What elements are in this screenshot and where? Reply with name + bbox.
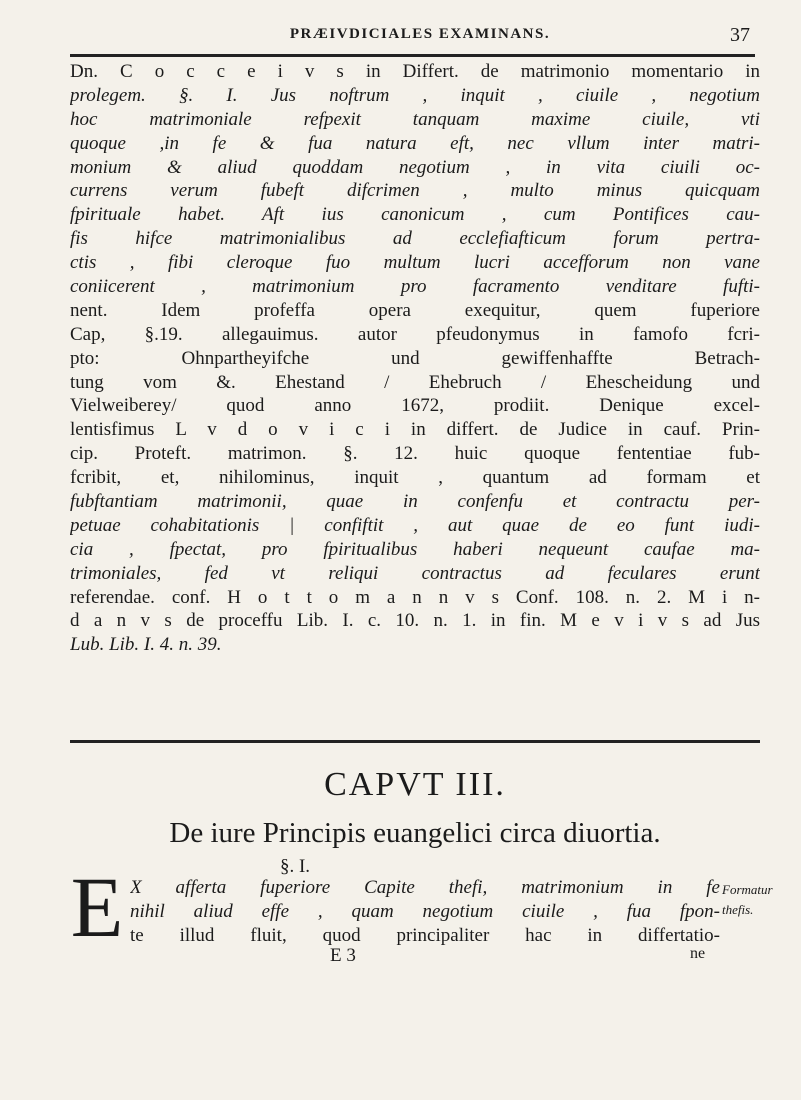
text-line: prolegem. §. I. Jus noftrum , inquit , ciuile , negotium (70, 84, 760, 106)
drop-cap: E (70, 859, 124, 955)
text-line: fis hifce matrimonialibus ad ecclefiafticum forum pertra- (70, 228, 760, 250)
text-line: trimoniales, fed vt reliqui contractus ad feculares erunt (70, 562, 760, 584)
text-line: pto: Ohnpartheyifche und gewiffenhaffte Betrach- (70, 347, 760, 369)
text-line: quoque ,in fe & fua natura eft, nec vllum inter matri- (70, 132, 760, 154)
header-rule (70, 54, 755, 57)
text-line: coniicerent , matrimonium pro facramento venditare fufti- (70, 276, 760, 298)
text-line: fubftantiam matrimonii, quae in confenfu et contractu per- (70, 491, 760, 513)
text-line: te illud fluit, quod principaliter hac in differtatio- (130, 925, 720, 946)
text-line: cip. Proteft. matrimon. §. 12. huic quoque fententiae fub- (70, 443, 760, 465)
paragraph (130, 876, 720, 948)
text-line: hoc matrimoniale refpexit tanquam maxime ciuile, vti (70, 108, 760, 130)
running-title: PRÆIVDICIALES EXAMINANS. (289, 26, 551, 42)
text-line: d a n v s de proceffu Lib. I. c. 10. n. 1. in fin. M e v i v s ad Jus (70, 610, 760, 632)
margin-note: Formatur thefis. (722, 882, 773, 917)
text-line: nent. Idem profeffa opera exequitur, quem fuperiore (70, 299, 760, 321)
page-number: 37 (730, 24, 750, 46)
chapter-subtitle: De iure Principis euangelici circa diuortia. (169, 817, 661, 849)
body-text (70, 60, 760, 657)
text-line: lentisfimus L v d o v i c i in differt. de Judice in cauf. Prin- (70, 419, 760, 441)
section-rule (70, 740, 760, 743)
running-head (120, 22, 750, 52)
text-line: ctis , fibi cleroque fuo multum lucri accefforum non vane (70, 252, 760, 274)
text-line: fpirituale habet. Aft ius canonicum , cum Pontifices cau- (70, 204, 760, 226)
text-line: nihil aliud effe , quam negotium ciuile , fua fpon- (130, 901, 720, 922)
text-line: cia , fpectat, pro fpiritualibus haberi nequeunt caufae ma- (70, 538, 760, 560)
text-line: petuae cohabitationis | confiftit , aut quae de eo funt iudi- (70, 514, 760, 536)
text-line: Lub. Lib. I. 4. n. 39. (70, 634, 222, 656)
text-line: monium & aliud quoddam negotium , in vita ciuili oc- (70, 156, 760, 178)
text-line: X afferta fuperiore Capite thefi, matrimonium in fe (130, 877, 720, 898)
section-mark: §. I. (279, 856, 311, 877)
text-line: fcribit, et, nihilominus, inquit , quantum ad formam et (70, 467, 760, 489)
text-line: Cap, §.19. allegauimus. autor pfeudonymus in famofo fcri- (70, 323, 760, 345)
text-line: tung vom &. Ehestand / Ehebruch / Ehescheidung und (70, 371, 760, 393)
text-line: referendae. conf. H o t t o m a n n v s Conf. 108. n. 2. M i n- (70, 586, 760, 608)
text-line: Dn. C o c c e i v s in Differt. de matrimonio momentario in (70, 61, 760, 82)
signature-mark: E 3 (330, 945, 356, 966)
text-line: currens verum fubeft difcrimen , multo minus quicquam (70, 180, 760, 202)
chapter-title: CAPVT III. (324, 766, 506, 803)
text-line: Vielweiberey/ quod anno 1672, prodiit. Denique excel- (70, 395, 760, 417)
catchword: ne (690, 945, 706, 962)
